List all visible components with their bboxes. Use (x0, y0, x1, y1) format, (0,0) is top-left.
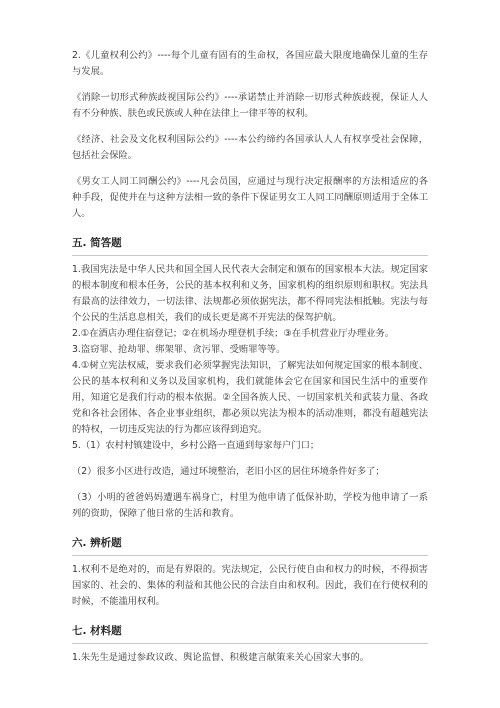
answer-2: 2.①在酒店办理住宿登记；②在机场办理登机手续；③在手机营业厅办理业务。 (72, 328, 395, 339)
section-heading-short-answer: 五. 简答题 (72, 230, 428, 256)
section-heading-discrimination: 六. 辨析题 (72, 530, 428, 556)
section-heading-material: 七. 材料题 (72, 618, 428, 644)
answer-5-3: （3）小明的爸爸妈妈遭遇车祸身亡，村里为他申请了低保补助，学校为他申请了一系列的资助，保障了他日常的生活和教育。 (72, 492, 428, 519)
document-page (72, 48, 428, 666)
discrimination-answer-1: 1.权利不是绝对的，而是有界限的。宪法规定，公民行使自由和权力的时候，不得损害国家的、社会的、集体的利益和其他公民的合法自由和权利。因此，我们在行使权利的时候，不能滥用权利。 (72, 564, 428, 607)
material-answer-1: 1.朱先生是通过参政议政、舆论监督、积极建言献策来关心国家大事的。 (72, 652, 370, 663)
paragraph-equal-pay: 《男女工人同工同酬公约》----凡会员国，应通过与现行决定报酬率的方法相适应的各种手段，促使并在与这种方法相一致的条件下保证男女工人同工同酬原则适用于全体工人。 (72, 176, 428, 219)
answer-5-1: 5.（1）农村村镇建设中，乡村公路一直通到每家每户门口； (72, 440, 320, 451)
answer-3: 3.盗窃罪、抢劫罪、绑架罪、贪污罪、受贿罪等等。 (72, 344, 286, 355)
answer-4: 4.①树立宪法权威，要求我们必须掌握宪法知识，了解宪法如何规定国家的根本制度、公民的基本权利和义务以及国家机构，我们就能体会它在国家和国民生活中的重要作用，知道它是我们行动的根本依据。②全国各族人民、一切国家机关和武装力量、各政党和各社会团体、各企业事业组织，都必须以宪法为根本的活动准则，都没有超越宪法的特权，一切违反宪法的行为都应该得到追究。 (72, 360, 428, 435)
paragraph-childrens-rights: 2.《儿童权利公约》----每个儿童有固有的生命权，各国应最大限度地确保儿童的生存与发展。 (72, 50, 428, 77)
paragraph-economic-rights: 《经济、社会及文化权利国际公约》----本公约缔约各国承认人人有权享受社会保障，包括社会保险。 (72, 134, 428, 161)
paragraph-racial-discrimination: 《消除一切形式种族歧视国际公约》----承诺禁止并消除一切形式种族歧视，保证人人有不分种族、肤色或民族或人种在法律上一律平等的权利。 (72, 92, 428, 119)
answer-5-2: （2）很多小区进行改造，通过环境整治，老旧小区的居住环境条件好多了； (72, 466, 385, 477)
answer-1: 1.我国宪法是中华人民共和国全国人民代表大会制定和颁布的国家根本大法。规定国家的根本制度和根本任务，公民的基本权利和义务，国家机构的组织原则和职权。宪法具有最高的法律效力，一切法律、法规都必须依据宪法，都不得同宪法相抵触。宪法与每个公民的生活息息相关，我们的成长更是离不开宪法的保驾护航。 (72, 264, 428, 323)
